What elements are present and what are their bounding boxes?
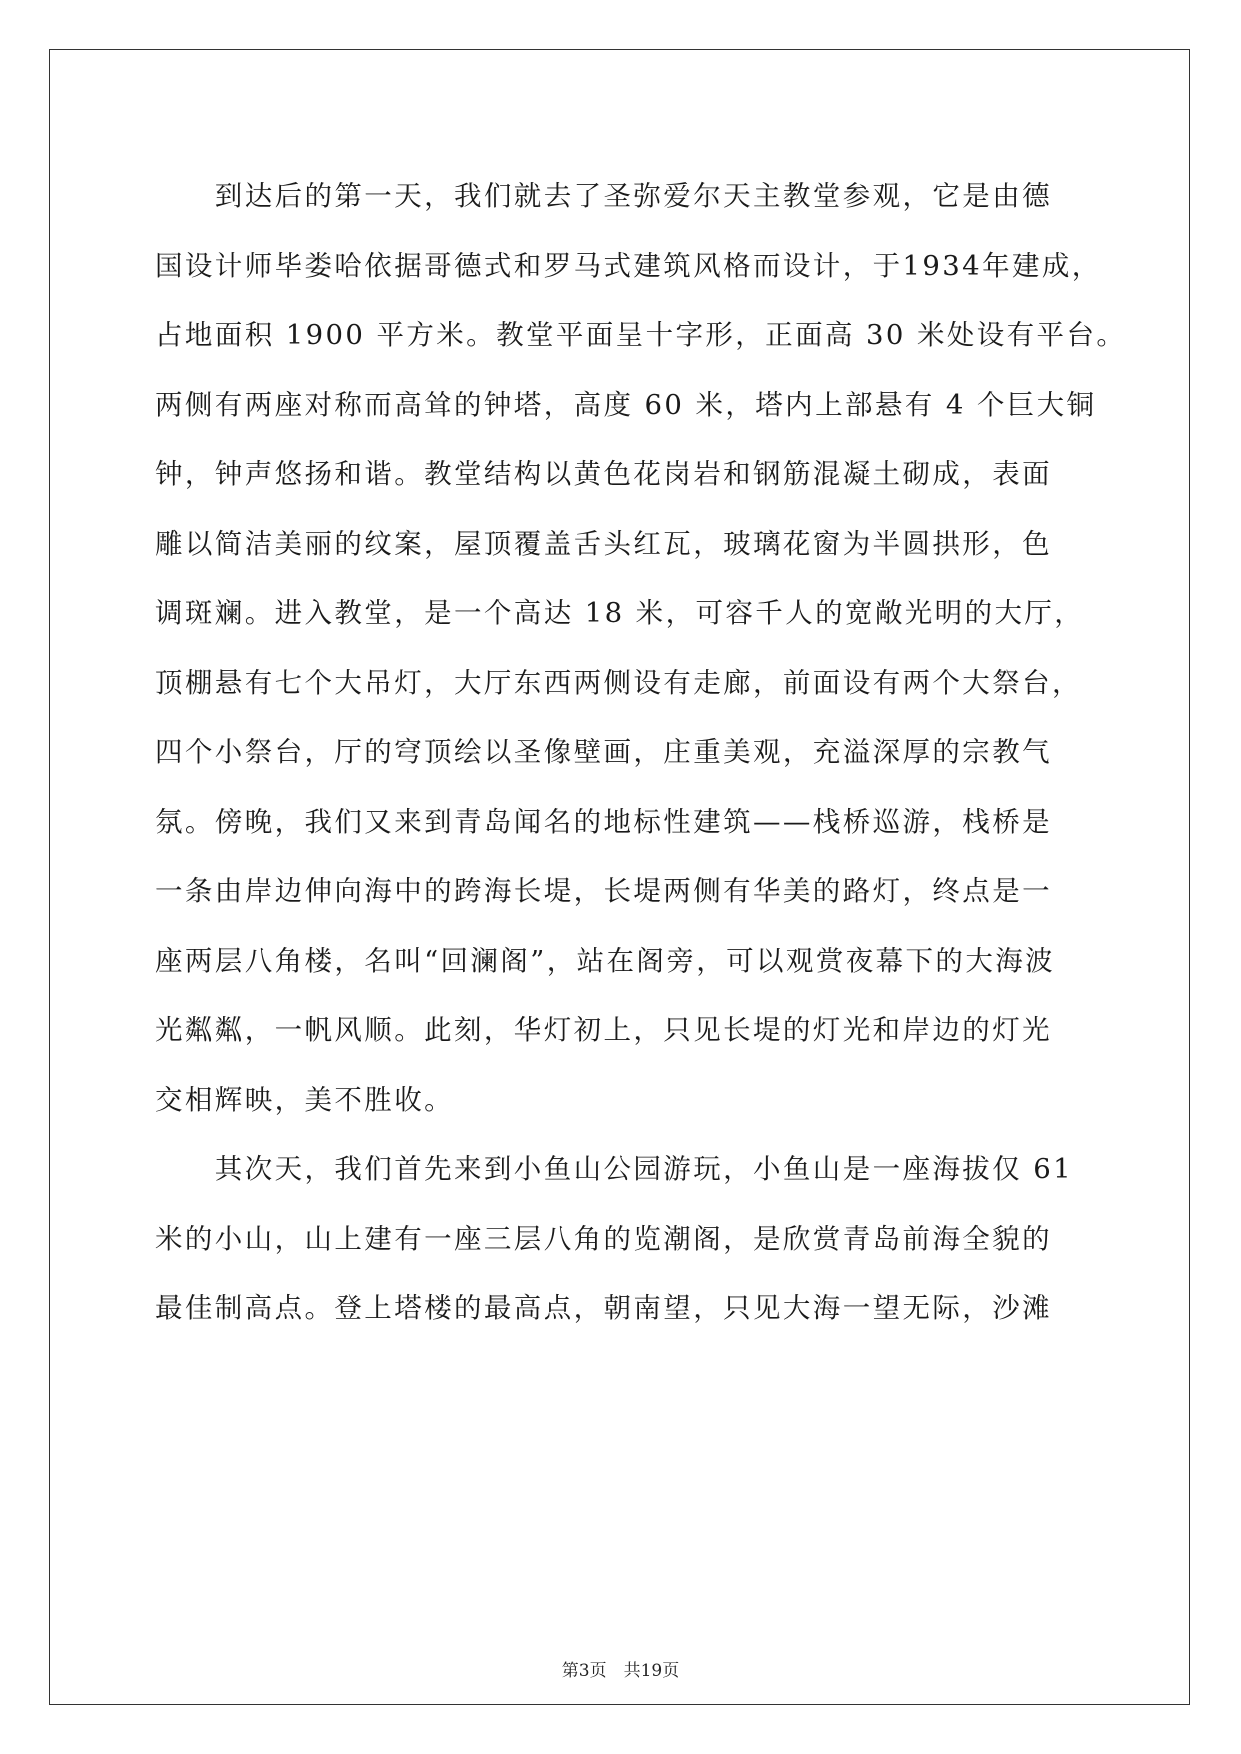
text-line: 雕以简洁美丽的纹案，屋顶覆盖舌头红瓦，玻璃花窗为半圆拱形，色 (155, 527, 1052, 560)
text-line: 座两层八角楼，名叫“回澜阁”，站在阁旁，可以观赏夜幕下的大海波 (155, 944, 1056, 977)
text-line: 国设计师毕娄哈依据哥德式和罗马式建筑风格而设计，于1934年建成， (155, 249, 1102, 282)
text-line: 米的小山，山上建有一座三层八角的览潮阁，是欣赏青岛前海全貌的 (155, 1222, 1052, 1255)
text-line: 两侧有两座对称而高耸的钟塔，高度 60 米，塔内上部悬有 4 个巨大铜 (155, 388, 1097, 421)
text-line: 到达后的第一天，我们就去了圣弥爱尔天主教堂参观，它是由德 (155, 180, 1052, 212)
text-line: 钟，钟声悠扬和谐。教堂结构以黄色花岗岩和钢筋混凝土砌成，表面 (155, 458, 1052, 490)
text-line: 一条由岸边伸向海中的跨海长堤，长堤两侧有华美的路灯，终点是一 (155, 875, 1052, 907)
text-line: 最佳制高点。登上塔楼的最高点，朝南望，只见大海一望无际，沙滩 (155, 1292, 1052, 1324)
text-line: 顶棚悬有七个大吊灯，大厅东西两侧设有走廊，前面设有两个大祭台， (155, 666, 1082, 699)
text-line: 其次天，我们首先来到小鱼山公园游玩，小鱼山是一座海拔仅 61 (155, 1153, 1074, 1185)
text-line: 调斑斓。进入教堂，是一个高达 18 米，可容千人的宽敞光明的大厅， (155, 597, 1085, 629)
text-line: 氛。傍晚，我们又来到青岛闻名的地标性建筑——栈桥巡游，栈桥是 (155, 805, 1052, 838)
text-line: 光粼粼，一帆风顺。此刻，华灯初上，只见长堤的灯光和岸边的灯光 (155, 1014, 1052, 1046)
document-body (155, 162, 1125, 1344)
page-number: 第3页 共19页 (561, 1661, 680, 1681)
text-line: 四个小祭台，厅的穹顶绘以圣像壁画，庄重美观，充溢深厚的宗教气 (155, 736, 1052, 768)
text-line: 占地面积 1900 平方米。教堂平面呈十字形，正面高 30 米处设有平台。 (155, 319, 1127, 351)
text-line: 交相辉映，美不胜收。 (155, 1083, 454, 1116)
